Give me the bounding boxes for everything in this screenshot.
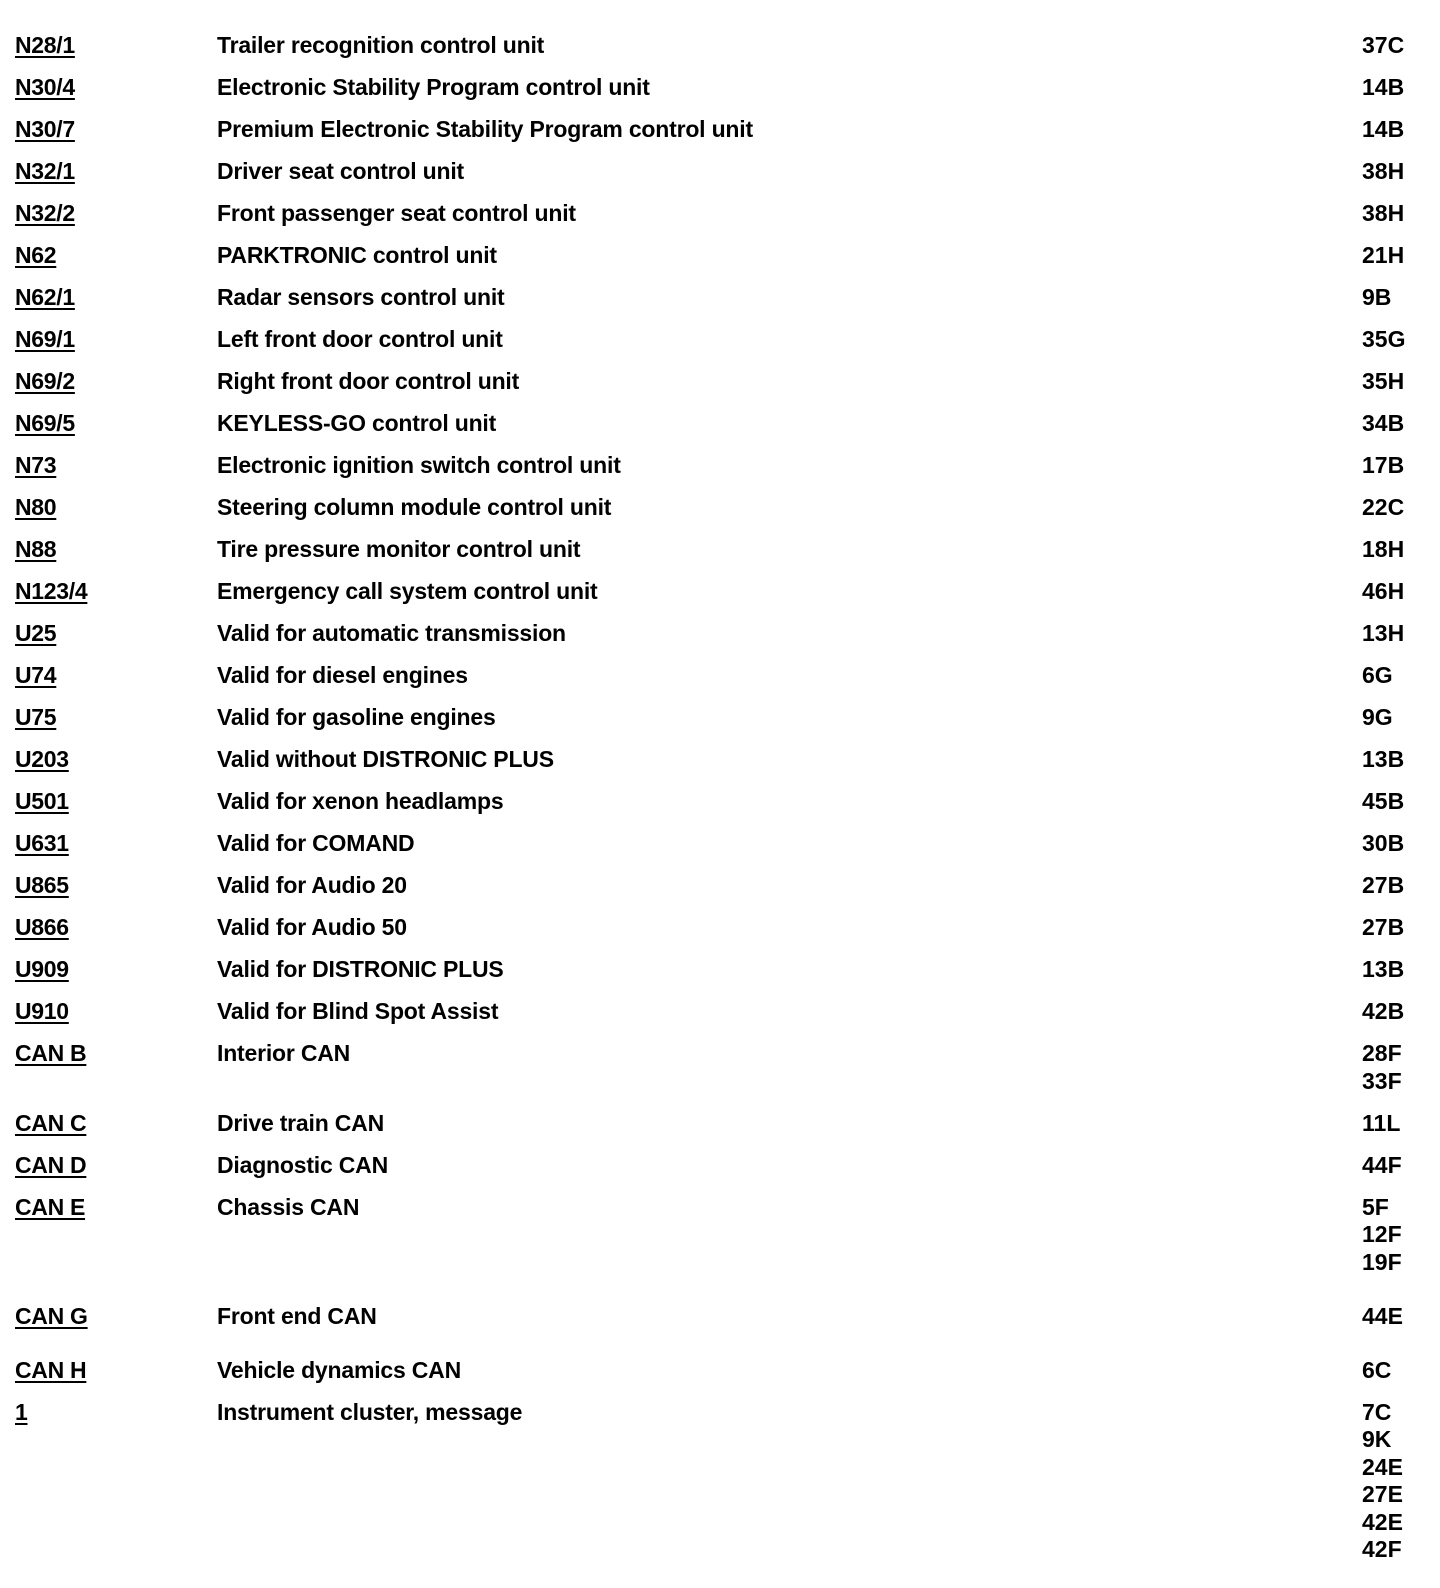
grid-reference-list — [1362, 578, 1404, 606]
component-code-link[interactable]: U501 — [15, 788, 69, 814]
legend-row — [0, 1353, 1440, 1395]
component-code-link[interactable]: N69/5 — [15, 410, 75, 436]
grid-reference: 42E — [1362, 1508, 1403, 1535]
component-code-link[interactable]: U631 — [15, 830, 69, 856]
component-code-link[interactable]: U203 — [15, 746, 69, 772]
component-description: Trailer recognition control unit — [217, 32, 545, 58]
legend-row — [0, 406, 1440, 448]
legend-row — [0, 28, 1440, 70]
legend-row — [0, 742, 1440, 784]
grid-reference: 46H — [1362, 578, 1405, 604]
grid-reference-list — [1362, 1303, 1403, 1331]
legend-row — [0, 280, 1440, 322]
component-code-link[interactable]: U910 — [15, 998, 69, 1024]
grid-reference: 6C — [1362, 1356, 1392, 1383]
component-description: Valid for Audio 50 — [217, 914, 407, 940]
component-code-link[interactable]: N32/1 — [15, 158, 75, 184]
legend-row — [0, 1106, 1440, 1148]
legend-row — [0, 238, 1440, 280]
component-description: Steering column module control unit — [217, 494, 612, 520]
grid-reference: 22C — [1362, 494, 1405, 520]
component-code-link[interactable]: N69/2 — [15, 368, 75, 394]
grid-reference: 12F — [1362, 1221, 1402, 1247]
grid-reference-list — [1362, 284, 1391, 312]
component-description: KEYLESS-GO control unit — [217, 410, 497, 436]
grid-reference-list — [1362, 746, 1404, 774]
grid-reference-list — [1362, 452, 1404, 480]
component-code-link[interactable]: N73 — [15, 452, 57, 478]
grid-reference: 27B — [1362, 872, 1405, 898]
grid-reference: 9G — [1362, 704, 1393, 730]
component-description: Driver seat control unit — [217, 158, 464, 184]
legend-row — [0, 910, 1440, 952]
grid-reference: 38H — [1362, 200, 1405, 226]
legend-row — [0, 1299, 1440, 1341]
component-code-link[interactable]: CAN G — [15, 1302, 88, 1329]
component-description: Valid for diesel engines — [217, 662, 468, 688]
grid-reference-list — [1362, 788, 1404, 816]
grid-reference-list — [1362, 620, 1404, 648]
grid-reference-list — [1362, 1399, 1403, 1564]
grid-reference: 35H — [1362, 368, 1405, 394]
grid-reference: 13B — [1362, 956, 1405, 982]
legend-row — [0, 70, 1440, 112]
grid-reference: 7C — [1362, 1398, 1392, 1425]
component-code-link[interactable]: N88 — [15, 536, 57, 562]
grid-reference-list — [1362, 494, 1404, 522]
component-description: Vehicle dynamics CAN — [217, 1356, 461, 1383]
legend-row — [0, 574, 1440, 616]
grid-reference-list — [1362, 1110, 1400, 1138]
grid-reference: 14B — [1362, 116, 1405, 142]
component-description: Diagnostic CAN — [217, 1151, 388, 1178]
legend-row — [0, 1190, 1440, 1287]
grid-reference-list — [1362, 1040, 1402, 1095]
legend-row — [0, 1395, 1440, 1575]
grid-reference: 38H — [1362, 158, 1405, 184]
legend-row — [0, 952, 1440, 994]
grid-reference-list — [1362, 116, 1404, 144]
grid-reference: 44F — [1362, 1151, 1402, 1178]
component-description: Electronic Stability Program control unit — [217, 74, 650, 100]
grid-reference-list — [1362, 536, 1404, 564]
component-description: Valid for DISTRONIC PLUS — [217, 956, 504, 982]
component-code-link[interactable]: U75 — [15, 704, 57, 730]
component-description: Right front door control unit — [217, 368, 520, 394]
legend-row — [0, 112, 1440, 154]
grid-reference: 14B — [1362, 74, 1405, 100]
component-code-link[interactable]: N28/1 — [15, 32, 75, 58]
grid-reference-list — [1362, 368, 1404, 396]
component-code-link[interactable]: N30/7 — [15, 116, 75, 142]
grid-reference: 9B — [1362, 284, 1392, 310]
component-description: Front passenger seat control unit — [217, 200, 576, 226]
component-code-link[interactable]: U865 — [15, 872, 69, 898]
legend-row — [0, 322, 1440, 364]
grid-reference: 13H — [1362, 620, 1405, 646]
grid-reference: 17B — [1362, 452, 1405, 478]
grid-reference-list — [1362, 956, 1404, 984]
legend-row — [0, 1148, 1440, 1190]
legend-row — [0, 490, 1440, 532]
component-description: Chassis CAN — [217, 1193, 360, 1220]
grid-reference-list — [1362, 662, 1393, 690]
grid-reference-list — [1362, 1194, 1402, 1277]
legend-row — [0, 196, 1440, 238]
grid-reference: 35G — [1362, 326, 1406, 352]
component-code-link[interactable]: U866 — [15, 914, 69, 940]
legend-row — [0, 616, 1440, 658]
grid-reference: 21H — [1362, 242, 1405, 268]
grid-reference-list — [1362, 914, 1404, 942]
legend-row — [0, 868, 1440, 910]
component-description: PARKTRONIC control unit — [217, 242, 497, 268]
grid-reference: 11L — [1362, 1109, 1401, 1136]
grid-reference: 42F — [1362, 1536, 1402, 1562]
component-code-link[interactable]: N80 — [15, 494, 57, 520]
grid-reference-list — [1362, 242, 1404, 270]
component-legend-table — [0, 28, 1440, 1574]
grid-reference-list — [1362, 200, 1404, 228]
grid-reference-list — [1362, 1152, 1402, 1180]
grid-reference: 27E — [1362, 1481, 1403, 1507]
grid-reference: 5F — [1362, 1193, 1389, 1220]
component-description: Premium Electronic Stability Program control unit — [217, 116, 753, 142]
grid-reference: 13B — [1362, 746, 1405, 772]
grid-reference: 44E — [1362, 1302, 1403, 1329]
component-description: Valid for xenon headlamps — [217, 788, 504, 814]
component-code-link[interactable]: U909 — [15, 956, 69, 982]
grid-reference: 6G — [1362, 662, 1393, 688]
component-code-link[interactable]: U74 — [15, 662, 57, 688]
legend-row — [0, 532, 1440, 574]
legend-row — [0, 994, 1440, 1036]
grid-reference: 33F — [1362, 1067, 1402, 1094]
grid-reference-list — [1362, 704, 1393, 732]
component-description: Valid for Audio 20 — [217, 872, 407, 898]
component-code-link[interactable]: N123/4 — [15, 578, 88, 604]
legend-row — [0, 784, 1440, 826]
component-code-link[interactable]: N62/1 — [15, 284, 75, 310]
component-description: Electronic ignition switch control unit — [217, 452, 621, 478]
grid-reference: 45B — [1362, 788, 1405, 814]
legend-row — [0, 448, 1440, 490]
grid-reference-list — [1362, 410, 1404, 438]
grid-reference: 34B — [1362, 410, 1405, 436]
grid-reference-list — [1362, 32, 1404, 60]
component-description: Left front door control unit — [217, 326, 503, 352]
grid-reference-list — [1362, 1357, 1391, 1385]
component-description: Valid for automatic transmission — [217, 620, 566, 646]
component-code-link[interactable]: CAN H — [15, 1356, 87, 1383]
component-code-link[interactable]: CAN E — [15, 1193, 86, 1220]
component-code-link[interactable]: N62 — [15, 242, 57, 268]
legend-row — [0, 826, 1440, 868]
component-description: Interior CAN — [217, 1040, 351, 1066]
component-code-link[interactable]: N69/1 — [15, 326, 75, 352]
grid-reference: 19F — [1362, 1248, 1402, 1275]
component-description: Valid for Blind Spot Assist — [217, 998, 499, 1024]
component-code-link[interactable]: U25 — [15, 620, 57, 646]
legend-row — [0, 658, 1440, 700]
grid-reference-list — [1362, 158, 1404, 186]
component-description: Drive train CAN — [217, 1109, 384, 1136]
component-description: Emergency call system control unit — [217, 578, 598, 604]
grid-reference: 27B — [1362, 914, 1405, 940]
component-code-link[interactable]: CAN C — [15, 1109, 87, 1136]
grid-reference-list — [1362, 74, 1404, 102]
grid-reference-list — [1362, 872, 1404, 900]
component-description: Valid without DISTRONIC PLUS — [217, 746, 554, 772]
grid-reference: 30B — [1362, 830, 1405, 856]
legend-row — [0, 364, 1440, 406]
grid-reference: 24E — [1362, 1453, 1403, 1480]
grid-reference: 18H — [1362, 536, 1405, 562]
component-code-link[interactable]: CAN D — [15, 1151, 87, 1178]
grid-reference-list — [1362, 830, 1404, 858]
component-code-link[interactable]: CAN B — [15, 1040, 87, 1066]
grid-reference: 9K — [1362, 1426, 1392, 1452]
component-description: Front end CAN — [217, 1302, 377, 1329]
grid-reference-list — [1362, 326, 1405, 354]
legend-row — [0, 1036, 1440, 1106]
component-description: Radar sensors control unit — [217, 284, 505, 310]
component-description: Instrument cluster, message — [217, 1398, 523, 1425]
legend-row — [0, 154, 1440, 196]
component-code-link[interactable]: N30/4 — [15, 74, 75, 100]
component-description: Valid for gasoline engines — [217, 704, 496, 730]
component-description: Tire pressure monitor control unit — [217, 536, 581, 562]
grid-reference: 42B — [1362, 998, 1405, 1024]
component-description: Valid for COMAND — [217, 830, 415, 856]
component-code-link[interactable]: N32/2 — [15, 200, 75, 226]
grid-reference: 28F — [1362, 1040, 1402, 1066]
legend-row — [0, 700, 1440, 742]
grid-reference: 37C — [1362, 32, 1405, 58]
grid-reference-list — [1362, 998, 1404, 1026]
component-code-link[interactable]: 1 — [15, 1398, 28, 1425]
